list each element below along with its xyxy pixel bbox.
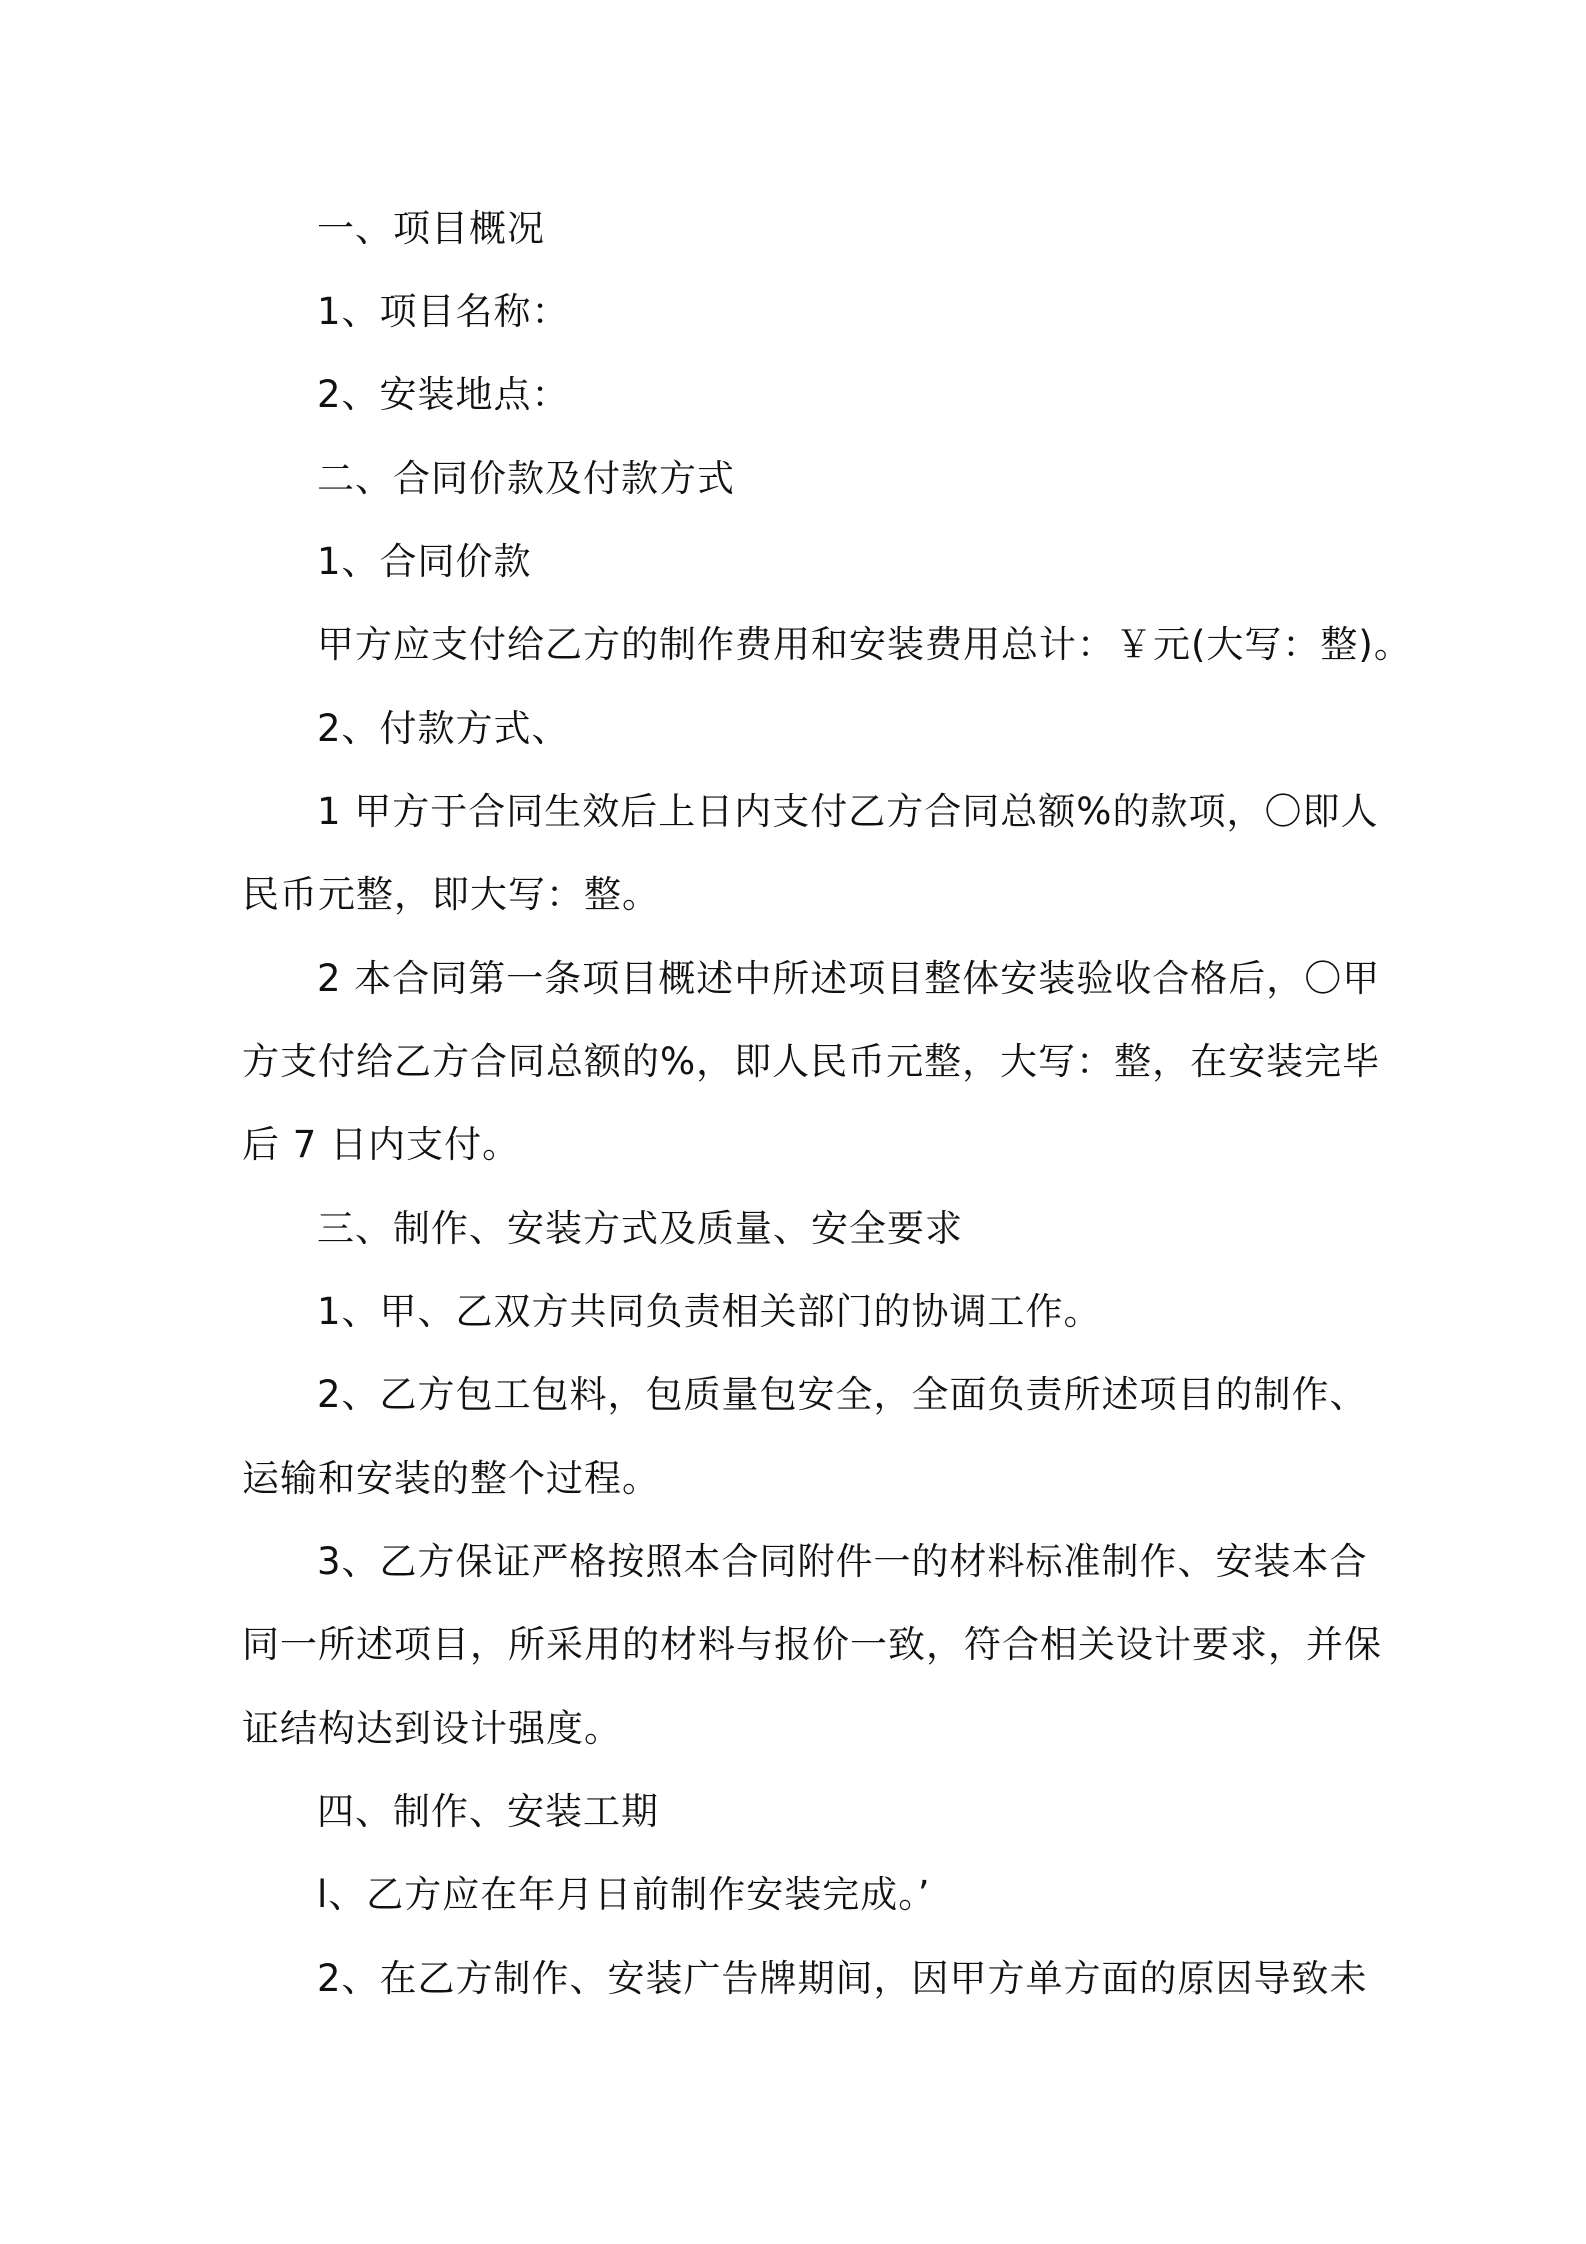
quality-clause-3-line-1: 3、乙方保证严格按照本合同附件一的材料标准制作、安装本合 [317, 1540, 1368, 1583]
payment-clause-1-line-2: 民币元整，即大写：整。 [242, 873, 660, 916]
contract-price-line: 1、合同价款 [317, 540, 532, 583]
project-name-line: 1、项目名称： [317, 290, 570, 333]
payment-clause-1-line-1: 1 甲方于合同生效后上日内支付乙方合同总额%的款项，〇即人 [317, 790, 1379, 833]
heading-production-installation-quality: 三、制作、安装方式及质量、安全要求 [317, 1207, 963, 1250]
heading-project-overview: 一、项目概况 [317, 207, 545, 250]
heading-contract-price-payment: 二、合同价款及付款方式 [317, 457, 735, 500]
quality-clause-2-line-2: 运输和安装的整个过程。 [242, 1457, 660, 1500]
quality-clause-3-line-2: 同一所述项目，所采用的材料与报价一致，符合相关设计要求，并保 [242, 1623, 1382, 1666]
install-location-line: 2、安装地点： [317, 373, 570, 416]
total-fee-line: 甲方应支付给乙方的制作费用和安装费用总计：￥元(大写：整)。 [317, 623, 1412, 666]
payment-method-line: 2、付款方式、 [317, 707, 570, 750]
payment-clause-2-line-2: 方支付给乙方合同总额的%，即人民币元整，大写：整，在安装完毕 [242, 1040, 1381, 1083]
payment-clause-2-line-3: 后 7 日内支付。 [242, 1123, 521, 1166]
heading-construction-period: 四、制作、安装工期 [317, 1790, 659, 1833]
payment-clause-2-line-1: 2 本合同第一条项目概述中所述项目整体安装验收合格后，〇甲 [317, 957, 1381, 1000]
quality-clause-3-line-3: 证结构达到设计强度。 [242, 1707, 622, 1750]
period-clause-2-line-1: 2、在乙方制作、安装广告牌期间，因甲方单方面的原因导致未 [317, 1957, 1368, 2000]
period-clause-1: l、乙方应在年月日前制作安装完成。’ [317, 1873, 931, 1916]
quality-clause-2-line-1: 2、乙方包工包料，包质量包安全，全面负责所述项目的制作、 [317, 1373, 1368, 1416]
quality-clause-1: 1、甲、乙双方共同负责相关部门的协调工作。 [317, 1290, 1102, 1333]
